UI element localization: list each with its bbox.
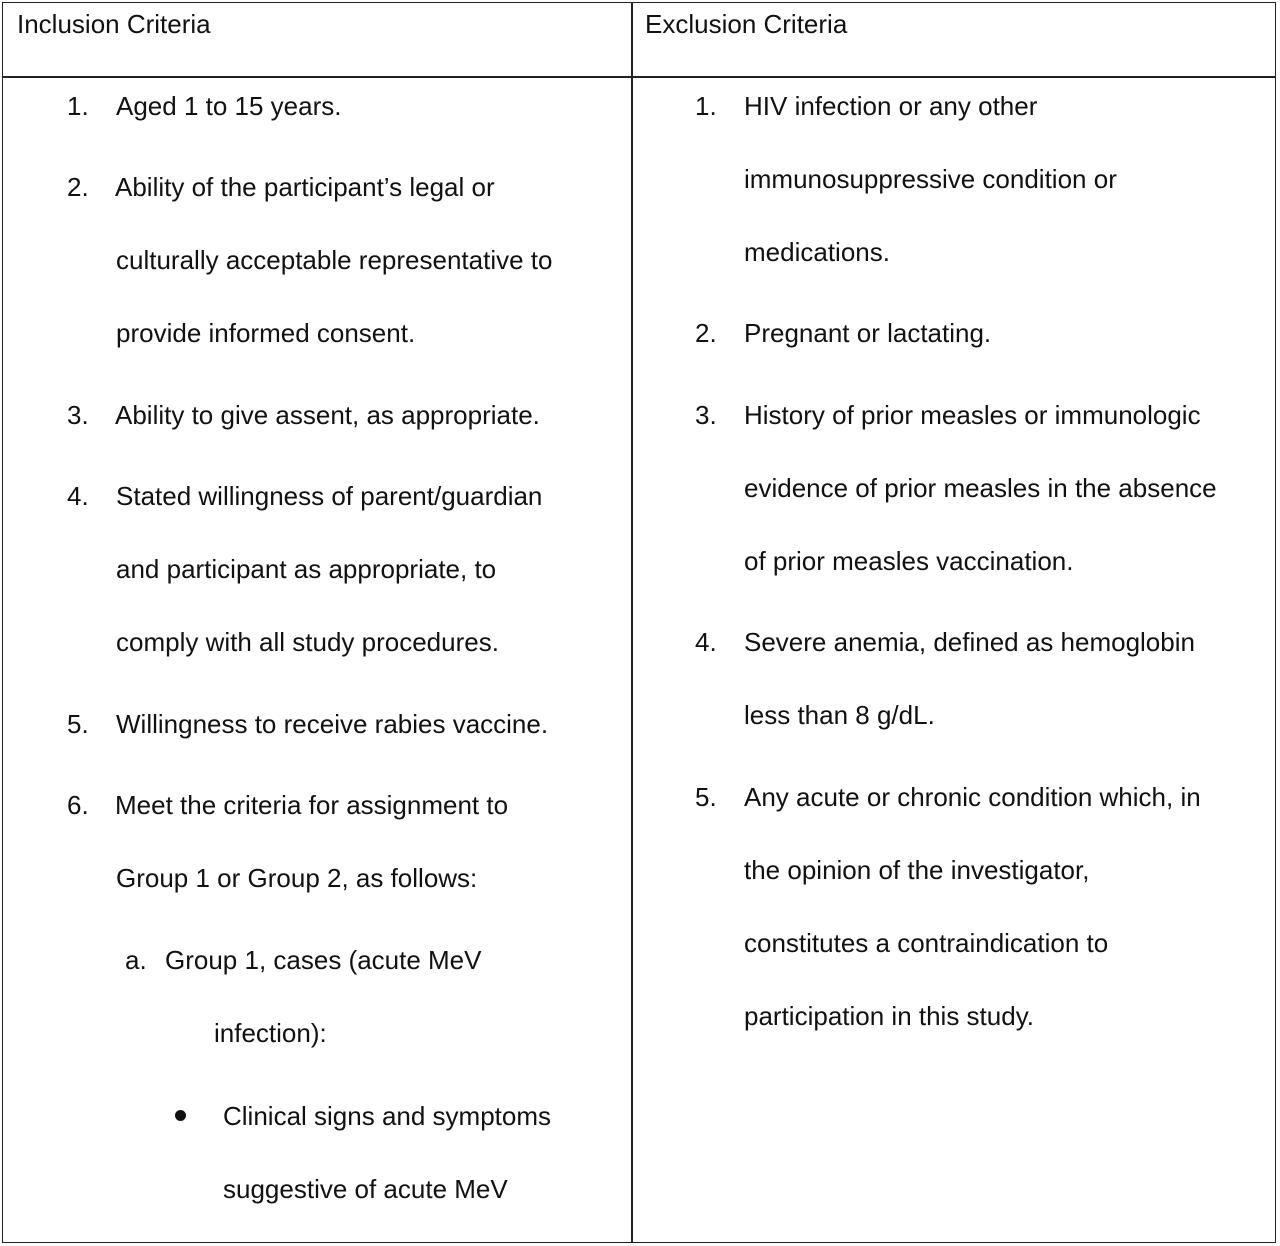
exclusion-item-4-line: Severe anemia, defined as hemoglobin: [744, 627, 1195, 657]
inclusion-subitem-letter: a.: [125, 945, 147, 975]
inclusion-item-6-line: Meet the criteria for assignment to: [115, 790, 509, 820]
column-divider: [631, 3, 633, 1242]
exclusion-item-1-line: immunosuppressive condition or: [744, 164, 1117, 194]
inclusion-item-1-number: 1.: [67, 91, 89, 121]
exclusion-item-4-number: 4.: [695, 627, 717, 657]
inclusion-item-6-number: 6.: [67, 790, 89, 820]
inclusion-item-4-number: 4.: [67, 481, 89, 511]
exclusion-item-4-line: less than 8 g/dL.: [744, 700, 935, 730]
inclusion-item-1-line: Aged 1 to 15 years.: [116, 91, 342, 121]
exclusion-item-5-line: the opinion of the investigator,: [744, 855, 1090, 885]
exclusion-item-2-line: Pregnant or lactating.: [744, 318, 992, 348]
inclusion-item-6-line: Group 1 or Group 2, as follows:: [116, 863, 478, 893]
header-row-divider: [3, 76, 1275, 78]
inclusion-item-4-line: Stated willingness of parent/guardian: [116, 481, 543, 511]
exclusion-item-1-line: HIV infection or any other: [744, 91, 1038, 121]
exclusion-item-1-number: 1.: [695, 91, 717, 121]
exclusion-item-2-number: 2.: [695, 318, 717, 348]
inclusion-item-5-line: Willingness to receive rabies vaccine.: [116, 709, 549, 739]
exclusion-item-3-line: of prior measles vaccination.: [744, 546, 1074, 576]
exclusion-item-3-number: 3.: [695, 400, 717, 430]
inclusion-bullet-line: Clinical signs and symptoms: [223, 1101, 552, 1131]
inclusion-subitem-line: infection):: [214, 1018, 327, 1048]
exclusion-item-1-line: medications.: [744, 237, 890, 267]
exclusion-item-5-line: participation in this study.: [744, 1001, 1034, 1031]
inclusion-subitem-line: Group 1, cases (acute MeV: [165, 945, 482, 975]
criteria-table: [2, 2, 1276, 1243]
inclusion-header: Inclusion Criteria: [17, 9, 211, 39]
exclusion-item-5-number: 5.: [695, 782, 717, 812]
exclusion-item-3-line: History of prior measles or immunologic: [744, 400, 1201, 430]
inclusion-item-2-number: 2.: [67, 172, 89, 202]
bullet-icon: [175, 1110, 186, 1121]
inclusion-bullet-line: suggestive of acute MeV: [223, 1174, 508, 1204]
exclusion-item-5-line: constitutes a contraindication to: [744, 928, 1109, 958]
inclusion-item-3-line: Ability to give assent, as appropriate.: [115, 400, 540, 430]
inclusion-item-4-line: and participant as appropriate, to: [116, 554, 497, 584]
inclusion-item-2-line: culturally acceptable representative to: [116, 245, 553, 275]
exclusion-item-5-line: Any acute or chronic condition which, in: [744, 782, 1201, 812]
inclusion-item-3-number: 3.: [67, 400, 89, 430]
exclusion-header: Exclusion Criteria: [645, 9, 848, 39]
exclusion-item-3-line: evidence of prior measles in the absence: [744, 473, 1217, 503]
inclusion-item-2-line: provide informed consent.: [116, 318, 416, 348]
inclusion-item-4-line: comply with all study procedures.: [116, 627, 499, 657]
inclusion-item-2-line: Ability of the participant’s legal or: [115, 172, 495, 202]
inclusion-item-5-number: 5.: [67, 709, 89, 739]
